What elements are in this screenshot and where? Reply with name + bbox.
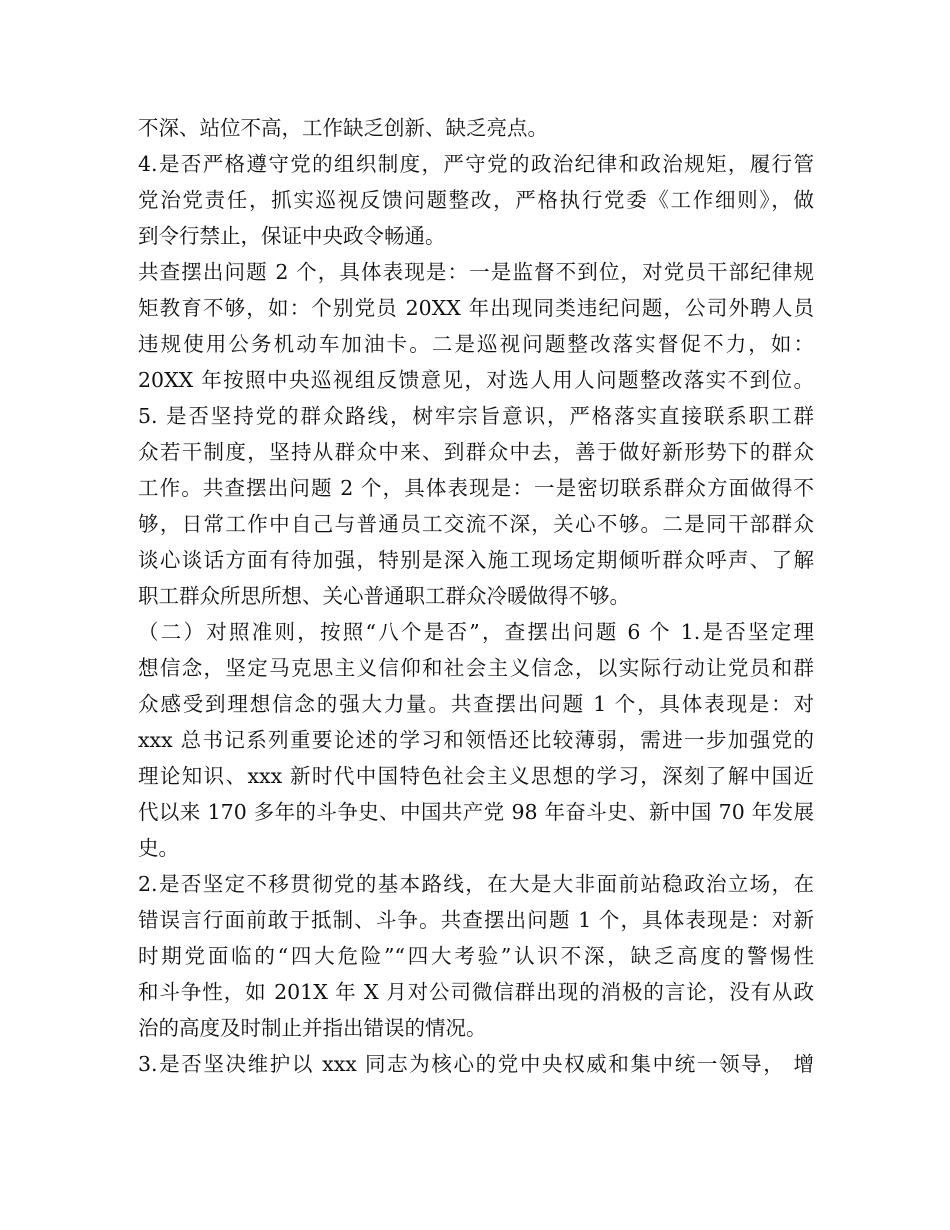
text-line: xxx 总书记系列重要论述的学习和领悟还比较薄弱，需进一步加强党的	[138, 728, 814, 752]
text-line: 3.是否坚决维护以 xxx 同志为核心的党中央权威和集中统一领导， 增	[138, 1052, 814, 1076]
text-line: 工作。共查摆出问题 2 个，具体表现是：一是密切联系群众方面做得不	[138, 476, 814, 500]
text-line: 理论知识、xxx 新时代中国特色社会主义思想的学习，深刻了解中国近	[138, 764, 814, 788]
text-line: 党治党责任，抓实巡视反馈问题整改，严格执行党委《工作细则》，做	[138, 188, 814, 212]
text-line: 众感受到理想信念的强大力量。共查摆出问题 1 个，具体表现是：对	[138, 692, 814, 716]
text-line: 谈心谈话方面有待加强，特别是深入施工现场定期倾听群众呼声、了解	[138, 548, 814, 572]
text-line: 史。	[138, 836, 179, 860]
document-body	[138, 110, 814, 1082]
text-line: 错误言行面前敢于抵制、斗争。共查摆出问题 1 个，具体表现是：对新	[138, 908, 814, 932]
text-line: 治的高度及时制止并指出错误的情况。	[138, 1016, 487, 1040]
text-line: 到令行禁止，保证中央政令畅通。	[138, 224, 446, 248]
text-line: 时期党面临的“四大危险”“四大考验”认识不深，缺乏高度的警惕性	[138, 944, 814, 968]
text-line: 和斗争性，如 201X 年 X 月对公司微信群出现的消极的言论，没有从政	[138, 980, 814, 1004]
text-line: （二）对照准则，按照“八个是否”，查摆出问题 6 个 1.是否坚定理	[138, 620, 814, 644]
text-line: 5. 是否坚持党的群众路线，树牢宗旨意识，严格落实直接联系职工群	[138, 404, 814, 428]
text-line: 2.是否坚定不移贯彻党的基本路线，在大是大非面前站稳政治立场，在	[138, 872, 814, 896]
text-line: 4.是否严格遵守党的组织制度，严守党的政治纪律和政治规矩，履行管	[138, 152, 814, 176]
text-line: 职工群众所思所想、关心普通职工群众冷暖做得不够。	[138, 584, 630, 608]
text-line: 矩教育不够，如：个别党员 20XX 年出现同类违纪问题，公司外聘人员	[138, 296, 814, 320]
text-line: 不深、站位不高，工作缺乏创新、缺乏亮点。	[138, 116, 548, 140]
text-line: 众若干制度，坚持从群众中来、到群众中去，善于做好新形势下的群众	[138, 440, 814, 464]
text-line: 20XX 年按照中央巡视组反馈意见，对选人用人问题整改落实不到位。	[138, 368, 814, 392]
text-line: 共查摆出问题 2 个，具体表现是：一是监督不到位，对党员干部纪律规	[138, 260, 814, 284]
text-line: 违规使用公务机动车加油卡。二是巡视问题整改落实督促不力，如：	[138, 332, 814, 356]
text-line: 代以来 170 多年的斗争史、中国共产党 98 年奋斗史、新中国 70 年发展	[138, 800, 814, 824]
text-line: 够，日常工作中自己与普通员工交流不深，关心不够。二是同干部群众	[138, 512, 814, 536]
text-line: 想信念，坚定马克思主义信仰和社会主义信念，以实际行动让党员和群	[138, 656, 814, 680]
